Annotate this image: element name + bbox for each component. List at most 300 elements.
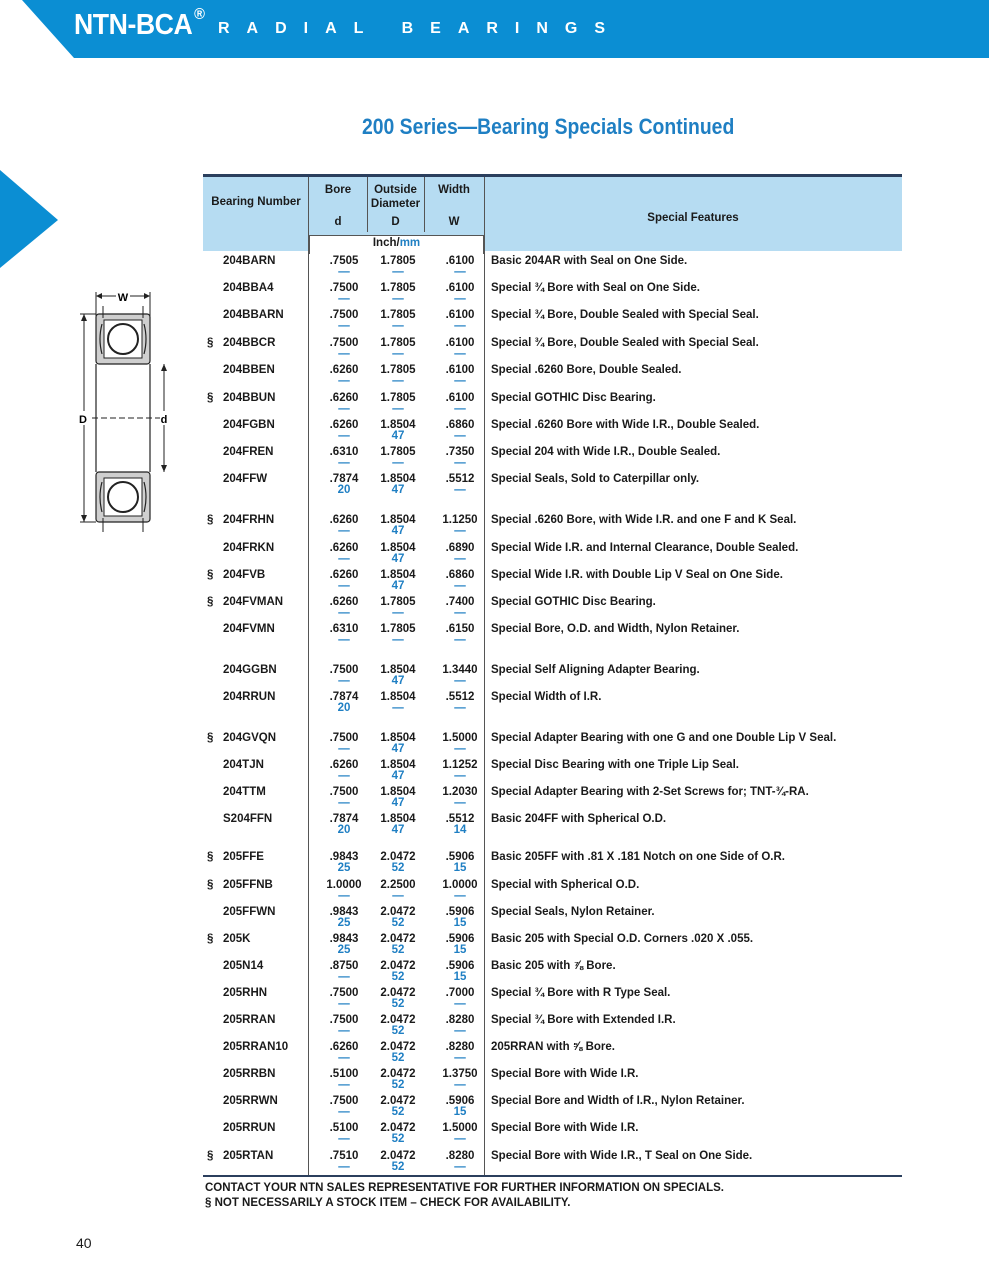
bearing-number: 204GGBN: [223, 664, 277, 676]
od-inch: 2.0472: [380, 906, 416, 918]
width-mm: —: [454, 266, 466, 278]
brand-logo: [74, 6, 205, 42]
table-row: [203, 417, 902, 443]
bore-inch: .7500: [329, 282, 359, 294]
width-mm: 15: [453, 971, 467, 983]
bearing-number: 205N14: [223, 960, 264, 972]
width-inch: .7400: [445, 596, 475, 608]
special-features: Basic 205FF with .81 X .181 Notch on one Side of O.R.: [491, 851, 785, 863]
width-inch: .6100: [445, 255, 475, 267]
bore-mm: —: [338, 675, 350, 687]
bore-mm: —: [338, 457, 350, 469]
not-stock-mark: §: [207, 514, 214, 526]
od-mm: —: [392, 634, 404, 646]
od-inch: 2.0472: [380, 1014, 416, 1026]
od-mm: —: [392, 607, 404, 619]
bore-mm: —: [338, 430, 350, 442]
width-inch: 1.2030: [442, 786, 478, 798]
od-inch: 1.7805: [380, 282, 416, 294]
table-row: [203, 958, 902, 984]
od-mm: 47: [391, 797, 405, 809]
special-features: Special Bore with Wide I.R.: [491, 1122, 639, 1134]
od-mm: 52: [391, 1079, 405, 1091]
not-stock-mark: §: [207, 933, 214, 945]
width-inch: .5906: [445, 960, 475, 972]
od-inch: 1.8504: [380, 542, 416, 554]
bore-inch: .7500: [329, 732, 359, 744]
od-mm: —: [392, 702, 404, 714]
bearing-number: 204FFW: [223, 473, 268, 485]
special-features: Special with Spherical O.D.: [491, 879, 640, 891]
page-header: [0, 0, 989, 58]
footnote-stock: § NOT NECESSARILY A STOCK ITEM – CHECK FOR AVAILABILITY.: [205, 1197, 571, 1209]
special-features: Special Self Aligning Adapter Bearing.: [491, 664, 700, 676]
od-mm: 47: [391, 770, 405, 782]
special-features: Basic 204FF with Spherical O.D.: [491, 813, 667, 825]
table-row: [203, 849, 902, 875]
bearing-number: 205RTAN: [223, 1150, 274, 1162]
od-mm: —: [392, 293, 404, 305]
width-mm: —: [454, 702, 466, 714]
bore-inch: .7500: [329, 309, 359, 321]
special-features: Special ¾ Bore with R Type Seal.: [491, 987, 671, 999]
bearing-number: 204BBARN: [223, 309, 284, 321]
od-inch: 1.7805: [380, 392, 416, 404]
bore-inch: 1.0000: [326, 879, 362, 891]
bore-mm: —: [338, 1025, 350, 1037]
table-row: [203, 757, 902, 783]
width-mm: —: [454, 375, 466, 387]
bore-inch: .6310: [329, 623, 359, 635]
bore-mm: —: [338, 634, 350, 646]
special-features: Basic 205 with ⅞ Bore.: [491, 960, 616, 972]
header-width-symbol: W: [448, 216, 460, 228]
bore-inch: .6260: [329, 759, 359, 771]
bore-inch: .6260: [329, 1041, 359, 1053]
table-row: [203, 444, 902, 470]
bearing-number: 204GVQN: [223, 732, 277, 744]
bearing-number: 205RRBN: [223, 1068, 276, 1080]
bore-inch: .7500: [329, 987, 359, 999]
od-inch: 1.7805: [380, 364, 416, 376]
od-mm: 47: [391, 484, 405, 496]
od-mm: —: [392, 457, 404, 469]
table-row: [203, 985, 902, 1011]
width-mm: —: [454, 348, 466, 360]
table-row: [203, 1120, 902, 1146]
bore-mm: —: [338, 607, 350, 619]
width-mm: —: [454, 743, 466, 755]
bore-inch: .9843: [329, 933, 359, 945]
width-mm: —: [454, 797, 466, 809]
table-row: [203, 594, 902, 620]
header-bore-symbol: d: [334, 216, 342, 228]
bore-mm: —: [338, 1133, 350, 1145]
od-mm: —: [392, 890, 404, 902]
width-mm: 15: [453, 917, 467, 929]
od-inch: 1.8504: [380, 759, 416, 771]
bore-mm: —: [338, 293, 350, 305]
width-inch: .6100: [445, 364, 475, 376]
bore-mm: —: [338, 890, 350, 902]
table-row: [203, 931, 902, 957]
width-mm: —: [454, 484, 466, 496]
table-row: [203, 307, 902, 333]
od-mm: 47: [391, 675, 405, 687]
od-inch: 2.0472: [380, 851, 416, 863]
bearing-number: 205RRUN: [223, 1122, 276, 1134]
bearing-number: 205FFWN: [223, 906, 276, 918]
special-features: Special GOTHIC Disc Bearing.: [491, 392, 656, 404]
bearing-number: 205RRAN10: [223, 1041, 289, 1053]
width-mm: —: [454, 525, 466, 537]
width-inch: .5512: [445, 691, 475, 703]
width-inch: .5512: [445, 473, 475, 485]
bearing-number: 204FVB: [223, 569, 266, 581]
width-inch: .6100: [445, 309, 475, 321]
special-features: Special Width of I.R.: [491, 691, 602, 703]
table-row: [203, 512, 902, 538]
width-inch: 1.1250: [442, 514, 478, 526]
bearing-number: 205RHN: [223, 987, 268, 999]
not-stock-mark: §: [207, 569, 214, 581]
bore-mm: —: [338, 375, 350, 387]
table-row: [203, 335, 902, 361]
page-title: 200 Series—Bearing Specials Continued: [362, 114, 735, 139]
d-label: d: [160, 414, 168, 426]
table-row: [203, 567, 902, 593]
od-inch: 2.0472: [380, 1068, 416, 1080]
bearing-number: 204BBEN: [223, 364, 275, 376]
od-mm: 52: [391, 998, 405, 1010]
table-row: [203, 1012, 902, 1038]
not-stock-mark: §: [207, 732, 214, 744]
bore-inch: .7510: [329, 1150, 359, 1162]
special-features: Special .6260 Bore, Double Sealed.: [491, 364, 682, 376]
section-title: RADIAL BEARINGS: [218, 20, 623, 37]
width-mm: —: [454, 403, 466, 415]
D-label: D: [79, 414, 87, 426]
bore-inch: .7500: [329, 664, 359, 676]
width-inch: 1.5000: [442, 1122, 478, 1134]
width-inch: .8280: [445, 1150, 475, 1162]
bore-mm: 20: [337, 484, 351, 496]
od-mm: 47: [391, 525, 405, 537]
bearing-number: 204FGBN: [223, 419, 275, 431]
width-mm: —: [454, 607, 466, 619]
od-inch: 1.7805: [380, 255, 416, 267]
special-features: 205RRAN with ⅝ Bore.: [491, 1041, 615, 1053]
od-inch: 1.8504: [380, 473, 416, 485]
od-inch: 2.0472: [380, 987, 416, 999]
od-inch: 1.8504: [380, 569, 416, 581]
col-divider: [367, 177, 368, 232]
od-mm: 52: [391, 971, 405, 983]
width-inch: .6100: [445, 282, 475, 294]
header-outside-diameter: Outside Diameter: [370, 184, 421, 210]
bearing-diagram: [72, 288, 182, 548]
width-inch: .6150: [445, 623, 475, 635]
bearing-number: 204FRHN: [223, 514, 275, 526]
bore-inch: .7500: [329, 337, 359, 349]
od-inch: 2.0472: [380, 1150, 416, 1162]
table-row: [203, 904, 902, 930]
table-row: [203, 280, 902, 306]
special-features: Special Wide I.R. with Double Lip V Seal on One Side.: [491, 569, 783, 581]
bore-mm: —: [338, 797, 350, 809]
bearing-number: 204RRUN: [223, 691, 276, 703]
width-mm: —: [454, 770, 466, 782]
not-stock-mark: §: [207, 879, 214, 891]
bore-inch: .6260: [329, 364, 359, 376]
special-features: Special ¾ Bore, Double Sealed with Special Seal.: [491, 337, 759, 349]
od-inch: 2.0472: [380, 1095, 416, 1107]
od-mm: 47: [391, 553, 405, 565]
width-inch: 1.1252: [442, 759, 478, 771]
special-features: Special ¾ Bore, Double Sealed with Special Seal.: [491, 309, 759, 321]
table-row: [203, 1148, 902, 1174]
width-mm: —: [454, 580, 466, 592]
bore-inch: .7500: [329, 1014, 359, 1026]
bore-mm: —: [338, 1052, 350, 1064]
table-row: [203, 1093, 902, 1119]
od-mm: 47: [391, 824, 405, 836]
special-features: Special Bore, O.D. and Width, Nylon Retainer.: [491, 623, 740, 635]
bearing-number: 204BBCR: [223, 337, 276, 349]
bore-mm: —: [338, 580, 350, 592]
table-row: [203, 1039, 902, 1065]
special-features: Special 204 with Wide I.R., Double Sealed.: [491, 446, 721, 458]
special-features: Special ¾ Bore with Seal on One Side.: [491, 282, 700, 294]
od-mm: 52: [391, 1161, 405, 1173]
bore-inch: .9843: [329, 906, 359, 918]
bore-inch: .8750: [329, 960, 359, 972]
table-row: [203, 1066, 902, 1092]
width-inch: .8280: [445, 1014, 475, 1026]
width-inch: .6860: [445, 569, 475, 581]
width-mm: —: [454, 1052, 466, 1064]
bore-mm: 20: [337, 702, 351, 714]
bearing-number: S204FFN: [223, 813, 273, 825]
width-mm: —: [454, 430, 466, 442]
bore-mm: —: [338, 743, 350, 755]
special-features: Special Disc Bearing with one Triple Lip Seal.: [491, 759, 739, 771]
bore-mm: 25: [337, 862, 351, 874]
od-inch: 2.0472: [380, 933, 416, 945]
special-features: Special ¾ Bore with Extended I.R.: [491, 1014, 676, 1026]
not-stock-mark: §: [207, 337, 214, 349]
width-mm: —: [454, 1161, 466, 1173]
width-inch: .5512: [445, 813, 475, 825]
bearing-number: 205FFNB: [223, 879, 273, 891]
bearing-number: 205RRAN: [223, 1014, 276, 1026]
bearing-number: 204BARN: [223, 255, 276, 267]
od-inch: 1.8504: [380, 419, 416, 431]
bore-mm: —: [338, 320, 350, 332]
od-inch: 1.7805: [380, 337, 416, 349]
bore-mm: —: [338, 348, 350, 360]
width-mm: 14: [453, 824, 467, 836]
width-mm: —: [454, 1133, 466, 1145]
header-od-symbol: D: [391, 216, 400, 228]
table-row: [203, 730, 902, 756]
width-inch: 1.3440: [442, 664, 478, 676]
od-mm: 52: [391, 1106, 405, 1118]
not-stock-mark: §: [207, 851, 214, 863]
width-inch: .6100: [445, 337, 475, 349]
bearing-number: 204FREN: [223, 446, 274, 458]
special-features: Special Seals, Sold to Caterpillar only.: [491, 473, 700, 485]
od-mm: —: [392, 348, 404, 360]
od-inch: 1.7805: [380, 309, 416, 321]
width-mm: —: [454, 553, 466, 565]
footnote-contact: CONTACT YOUR NTN SALES REPRESENTATIVE FOR FURTHER INFORMATION ON SPECIALS.: [205, 1182, 725, 1194]
bore-mm: —: [338, 971, 350, 983]
width-inch: .7350: [445, 446, 475, 458]
table-row: [203, 253, 902, 279]
bore-inch: .7500: [329, 1095, 359, 1107]
special-features: Special Adapter Bearing with one G and one Double Lip V Seal.: [491, 732, 837, 744]
od-mm: 52: [391, 1052, 405, 1064]
od-mm: 47: [391, 430, 405, 442]
table-row: [203, 471, 902, 497]
header-special-features: Special Features: [647, 212, 739, 224]
od-mm: 52: [391, 862, 405, 874]
od-inch: 1.8504: [380, 786, 416, 798]
width-mm: —: [454, 457, 466, 469]
bore-inch: .7874: [329, 813, 359, 825]
special-features: Special Wide I.R. and Internal Clearance, Double Sealed.: [491, 542, 799, 554]
not-stock-mark: §: [207, 596, 214, 608]
width-inch: .5906: [445, 1095, 475, 1107]
width-inch: .6890: [445, 542, 475, 554]
width-inch: .6100: [445, 392, 475, 404]
col-divider: [424, 177, 425, 232]
header-width: Width: [438, 184, 470, 196]
bore-inch: .6310: [329, 446, 359, 458]
table-bottom-rule: [203, 1175, 902, 1177]
bore-inch: .6260: [329, 542, 359, 554]
bore-mm: —: [338, 266, 350, 278]
width-mm: —: [454, 634, 466, 646]
bore-inch: .5100: [329, 1122, 359, 1134]
table-row: [203, 362, 902, 388]
special-features: Basic 205 with Special O.D. Corners .020 X .055.: [491, 933, 754, 945]
width-inch: 1.3750: [442, 1068, 478, 1080]
bearing-number: 205K: [223, 933, 251, 945]
od-mm: 52: [391, 1025, 405, 1037]
bore-inch: .6260: [329, 596, 359, 608]
bore-inch: .9843: [329, 851, 359, 863]
width-mm: —: [454, 890, 466, 902]
special-features: Special Bore with Wide I.R.: [491, 1068, 639, 1080]
od-mm: 52: [391, 1133, 405, 1145]
bore-inch: .7500: [329, 786, 359, 798]
table-row: [203, 784, 902, 810]
od-inch: 1.7805: [380, 596, 416, 608]
table-row: [203, 540, 902, 566]
table-row: [203, 877, 902, 903]
special-features: Special Bore with Wide I.R., T Seal on One Side.: [491, 1150, 753, 1162]
width-mm: 15: [453, 944, 467, 956]
width-mm: —: [454, 1079, 466, 1091]
bore-mm: —: [338, 553, 350, 565]
bore-inch: .7874: [329, 691, 359, 703]
od-mm: 52: [391, 944, 405, 956]
od-inch: 2.0472: [380, 1122, 416, 1134]
od-mm: —: [392, 375, 404, 387]
bore-inch: .6260: [329, 419, 359, 431]
bearing-number: 204BBA4: [223, 282, 274, 294]
width-inch: .8280: [445, 1041, 475, 1053]
bore-inch: .6260: [329, 392, 359, 404]
bearing-number: 204BBUN: [223, 392, 276, 404]
page-number: 40: [76, 1235, 92, 1251]
width-inch: .7000: [445, 987, 475, 999]
width-inch: .5906: [445, 933, 475, 945]
bore-mm: —: [338, 1106, 350, 1118]
bearing-number: 204TTM: [223, 786, 266, 798]
bore-mm: —: [338, 1161, 350, 1173]
od-inch: 2.2500: [380, 879, 416, 891]
bore-mm: —: [338, 1079, 350, 1091]
specials-table: [203, 174, 902, 1177]
width-mm: 15: [453, 1106, 467, 1118]
bearing-number: 204FVMN: [223, 623, 275, 635]
bore-inch: .7874: [329, 473, 359, 485]
od-inch: 1.8504: [380, 813, 416, 825]
width-mm: —: [454, 675, 466, 687]
od-inch: 1.8504: [380, 514, 416, 526]
w-label: W: [117, 292, 129, 304]
bore-mm: 25: [337, 944, 351, 956]
special-features: Special GOTHIC Disc Bearing.: [491, 596, 656, 608]
bearing-number: 205FFE: [223, 851, 264, 863]
unit-label: Inch/mm: [372, 237, 421, 249]
bearing-number: 204FVMAN: [223, 596, 284, 608]
bore-mm: —: [338, 525, 350, 537]
width-inch: .5906: [445, 906, 475, 918]
bearing-number: 205RRWN: [223, 1095, 278, 1107]
table-row: [203, 621, 902, 647]
od-inch: 2.0472: [380, 1041, 416, 1053]
bore-inch: .6260: [329, 514, 359, 526]
width-mm: 15: [453, 862, 467, 874]
special-features: Special Seals, Nylon Retainer.: [491, 906, 655, 918]
bore-inch: .7505: [329, 255, 359, 267]
bore-mm: —: [338, 770, 350, 782]
width-inch: .5906: [445, 851, 475, 863]
od-inch: 1.7805: [380, 446, 416, 458]
od-mm: 47: [391, 743, 405, 755]
special-features: Special .6260 Bore, with Wide I.R. and one F and K Seal.: [491, 514, 797, 526]
brand-name: NTN-BCA: [74, 9, 193, 41]
width-inch: 1.0000: [442, 879, 478, 891]
special-features: Special Adapter Bearing with 2-Set Screws for; TNT-¾-RA.: [491, 786, 809, 798]
width-mm: —: [454, 998, 466, 1010]
od-inch: 1.8504: [380, 691, 416, 703]
bore-mm: —: [338, 403, 350, 415]
special-features: Basic 204AR with Seal on One Side.: [491, 255, 688, 267]
table-row: [203, 811, 902, 837]
brand-registered-mark: ®: [194, 6, 205, 24]
table-row: [203, 689, 902, 715]
bore-mm: —: [338, 998, 350, 1010]
width-mm: —: [454, 293, 466, 305]
not-stock-mark: §: [207, 1150, 214, 1162]
bearing-number: 204FRKN: [223, 542, 275, 554]
bore-mm: 20: [337, 824, 351, 836]
